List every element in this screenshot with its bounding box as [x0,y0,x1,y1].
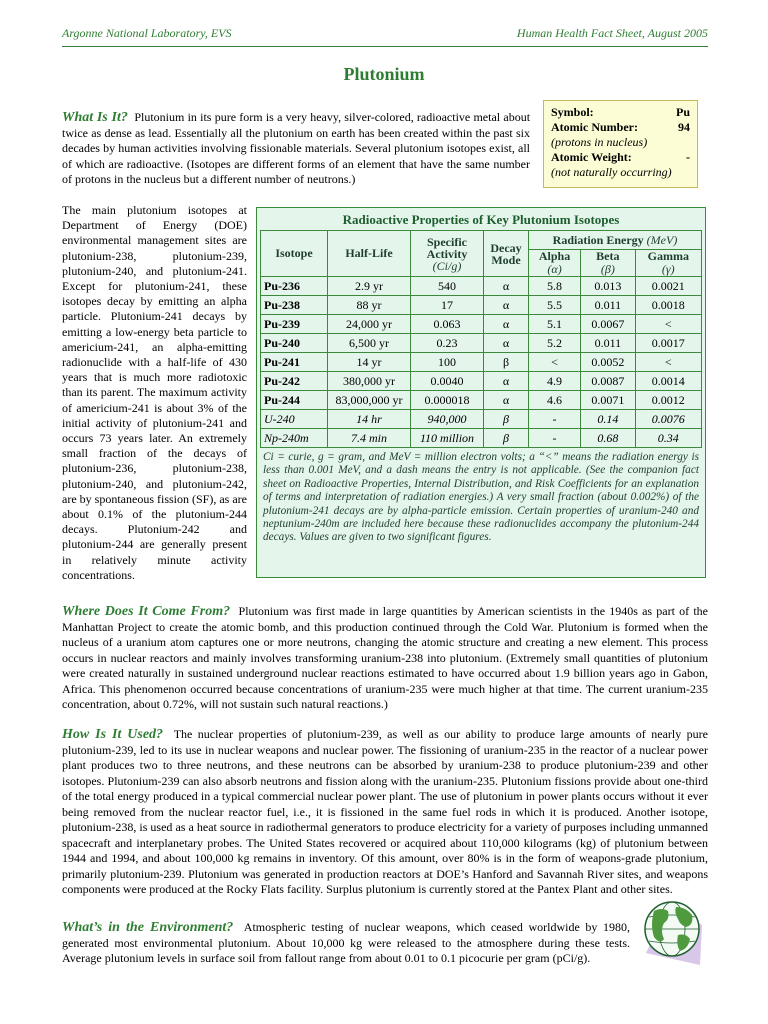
how-used-text: The nuclear properties of plutonium-239, as well as our ability to produce large amounts of nearly pure plutonium-239, led to its use in nuclear weapons and nuclear power. The fissioning of uranium-235 in the reactor of a nuclear power plant produces two to three neutrons, and these neutrons can be absorbed by uranium-238 to produce plutonium-239 and other isotopes. Plutonium-239 can also absorb neutrons and fission along with the uranium-235. Plutonium fissions provide about one-third of the total energy produced in a typical commercial nuclear power plant. The use of plutonium in power plants occurs without it ever being removed from the nuclear reactor fuel, i.e., it is fissioned in the same fuel rods in which it is produced. Another isotope, plutonium-238, is used as a heat source in radiothermal generators to produce electricity for a variety of purposes including unmanned spacecraft and interplanetary probes. The United States recovered or acquired about 110,000 kilograms (kg) of plutonium between 1944 and 1994, and about 100,000 kg remains in inventory. Of this amount, over 80% is in the form of weapons-grade plutonium, primarily plutonium-239. Plutonium was generated in production reactors at DOE’s Hanford and Savannah River sites, and weapons components were produced at the Rocky Flats facility. Surplus plutonium is currently stored at the Pantex Plant and other sites. [62,727,708,896]
cell-isotope: Pu-240 [261,334,328,353]
cell-decay-mode: α [484,334,529,353]
header-org: Argonne National Laboratory, EVS [62,26,232,40]
cell-gamma: < [635,315,701,334]
symbol-value: Pu [675,105,690,119]
cell-alpha: 5.5 [529,296,581,315]
col-specific-activity-label: Specific Activity [426,234,468,261]
cell-gamma: 0.0021 [635,277,701,296]
table-title: Radioactive Properties of Key Plutonium Isotopes [342,212,620,227]
cell-activity: 0.23 [411,334,484,353]
cell-activity: 0.063 [411,315,484,334]
cell-half-life: 14 hr [328,410,411,429]
how-used-paragraph [62,727,708,898]
cell-gamma: 0.0017 [635,334,701,353]
cell-decay-mode: α [484,296,529,315]
cell-alpha: 5.2 [529,334,581,353]
cell-isotope: Pu-239 [261,315,328,334]
col-radiation-energy-label: Radiation Energy [552,232,644,247]
isotopes-paragraph: The main plutonium isotopes at Department of Energy (DOE) environmental management sites are plutonium-238, plutonium-239, plutonium-240, and plutonium-241. Except for plutonium-241, these isotopes decay by emitting an alpha particle. Plutonium-241 decays by emitting a low-energy beta particle to americium-241, an alpha-emitting radionuclide with a half-life of 430 years that is much more radiotoxic than its parent. The maximum activity of americium-241 is about 3% of the initial activity of plutonium-241 and occurs 73 years later. An extremely small fraction of the decays of plutonium-236, plutonium-238, plutonium-240, and plutonium-242, are by spontaneous fission (SF), as are about 0.1% of the plutonium-244 decays. Plutonium-242 and plutonium-244 are generally present in relatively minute activity concentrations. [62,203,247,582]
cell-beta: 0.0052 [581,353,635,372]
cell-isotope: U-240 [261,410,328,429]
what-is-it-text: Plutonium in its pure form is a very heavy, silver-colored, radioactive metal about twice as dense as lead. Essentially all the plutonium on earth has been created within the past six decades by human activities involving fissionable materials. Several plutonium isotopes exist, all of which are radioactive. (Isotopes are different forms of an element that have the same number of protons in the nucleus but a different number of neutrons.) [62,110,531,186]
isotope-properties-table-box [256,207,706,578]
cell-isotope: Pu-242 [261,372,328,391]
element-symbol-box [543,100,698,188]
where-from-paragraph [62,604,708,713]
symbol-row [551,105,690,120]
cell-beta: 0.011 [581,334,635,353]
cell-activity: 100 [411,353,484,372]
col-beta [581,250,635,277]
cell-half-life: 14 yr [328,353,411,372]
globe-icon [640,895,706,967]
atomic-number-value: 94 [678,120,690,134]
cell-half-life: 7.4 min [328,429,411,448]
cell-activity: 0.000018 [411,391,484,410]
col-gamma [635,250,701,277]
col-alpha-symbol: (α) [547,262,562,276]
col-beta-label: Beta [596,249,620,263]
cell-half-life: 24,000 yr [328,315,411,334]
atomic-number-label: Atomic Number: [551,120,638,134]
cell-alpha: - [529,410,581,429]
cell-beta: 0.011 [581,296,635,315]
cell-activity: 0.0040 [411,372,484,391]
cell-gamma: 0.0018 [635,296,701,315]
table-row [261,410,702,429]
cell-beta: 0.0067 [581,315,635,334]
cell-alpha: 5.8 [529,277,581,296]
cell-beta: 0.0071 [581,391,635,410]
atomic-number-row [551,120,690,135]
cell-gamma: 0.0014 [635,372,701,391]
cell-decay-mode: β [484,429,529,448]
cell-alpha: 5.1 [529,315,581,334]
table-row [261,296,702,315]
where-from-heading: Where Does It Come From? [62,604,231,619]
cell-decay-mode: α [484,391,529,410]
col-specific-activity-unit: (Ci/g) [432,258,462,273]
atomic-weight-label: Atomic Weight: [551,150,632,164]
what-is-it-paragraph [62,110,530,188]
page-header [62,26,708,44]
col-decay-mode: Decay Mode [484,231,529,277]
atomic-weight-row [551,150,690,165]
cell-alpha: 4.6 [529,391,581,410]
cell-isotope: Pu-244 [261,391,328,410]
cell-decay-mode: α [484,315,529,334]
col-half-life: Half-Life [328,231,411,277]
cell-decay-mode: α [484,277,529,296]
cell-beta: 0.0087 [581,372,635,391]
table-row [261,277,702,296]
cell-decay-mode: β [484,353,529,372]
cell-activity: 940,000 [411,410,484,429]
cell-gamma: 0.0076 [635,410,701,429]
cell-beta: 0.14 [581,410,635,429]
cell-half-life: 6,500 yr [328,334,411,353]
cell-gamma: < [635,353,701,372]
col-beta-symbol: (β) [600,262,615,276]
col-alpha-label: Alpha [538,249,571,263]
cell-decay-mode: α [484,372,529,391]
what-is-it-heading: What Is It? [62,110,128,125]
how-used-heading: How Is It Used? [62,727,164,742]
atomic-number-note: (protons in nucleus) [551,135,648,149]
header-rule [62,46,708,47]
col-specific-activity [411,231,484,277]
col-gamma-label: Gamma [647,249,689,263]
cell-decay-mode: β [484,410,529,429]
cell-gamma: 0.0012 [635,391,701,410]
table-row [261,391,702,410]
environment-heading: What’s in the Environment? [62,920,234,935]
cell-gamma: 0.34 [635,429,701,448]
cell-half-life: 83,000,000 yr [328,391,411,410]
cell-half-life: 2.9 yr [328,277,411,296]
isotope-properties-table [260,230,702,448]
cell-activity: 540 [411,277,484,296]
table-row [261,353,702,372]
table-row [261,372,702,391]
cell-isotope: Pu-236 [261,277,328,296]
cell-alpha: - [529,429,581,448]
atomic-weight-note: (not naturally occurring) [551,165,672,179]
environment-paragraph [62,920,630,967]
atomic-weight-value: - [686,150,690,164]
cell-activity: 17 [411,296,484,315]
cell-isotope: Pu-241 [261,353,328,372]
col-alpha [529,250,581,277]
col-radiation-energy-unit: (MeV) [646,232,678,247]
cell-activity: 110 million [411,429,484,448]
col-isotope: Isotope [261,231,328,277]
cell-beta: 0.68 [581,429,635,448]
page-title: Plutonium [343,64,425,84]
col-radiation-energy [529,231,702,250]
table-row [261,429,702,448]
table-row [261,334,702,353]
header-series: Human Health Fact Sheet, August 2005 [516,26,708,40]
cell-isotope: Np-240m [261,429,328,448]
cell-half-life: 380,000 yr [328,372,411,391]
environment-text: Atmospheric testing of nuclear weapons, which ceased worldwide by 1980, generated most environmental plutonium. About 10,000 kg were released to the atmosphere during these tests. Average plutonium levels in surface soil from fallout range from about 0.01 to 0.1 picocurie per gram (pCi/g). [62,920,630,965]
symbol-label: Symbol: [551,105,594,119]
col-gamma-symbol: (γ) [661,262,675,276]
cell-half-life: 88 yr [328,296,411,315]
table-row [261,315,702,334]
cell-beta: 0.013 [581,277,635,296]
cell-alpha: < [529,353,581,372]
cell-isotope: Pu-238 [261,296,328,315]
cell-alpha: 4.9 [529,372,581,391]
where-from-text: Plutonium was first made in large quantities by American scientists in the 1940s as part of the Manhattan Project to create the atomic bomb, and this production continued through the Cold War. Plutonium is formed when the nucleus of a uranium atom captures one or more neutrons, changing the atomic structure and creating a new element. This process occurs in nuclear reactors and mainly involves transforming uranium-238 into plutonium. (Extremely small quantities of plutonium were created naturally in sustained underground nuclear reactions estimated to have occurred about 1.9 billion years ago in Gabon, Africa. This phenomenon occurred because concentrations of uranium-235 were much higher at that time. The current uranium-235 concentration, about 0.72%, will not sustain such natural reactions.) [62,604,708,711]
table-footnote: Ci = curie, g = gram, and MeV = million electron volts; a “<” means the radiation energy is less than 0.001 MeV, and a dash means the entry is not applicable. (See the companion fact sheet on Radioactive Properties, Internal Distribution, and Risk Coefficients for an explanation of terms and interpretation of radiation energies.) A very small fraction (about 0.002%) of the plutonium-241 decays are by alpha-particle emission. Certain properties of uranium-240 and neptunium-240m are included here because these radionuclides accompany the plutonium-244 decays. Values are given to two significant figures. [263,451,699,544]
